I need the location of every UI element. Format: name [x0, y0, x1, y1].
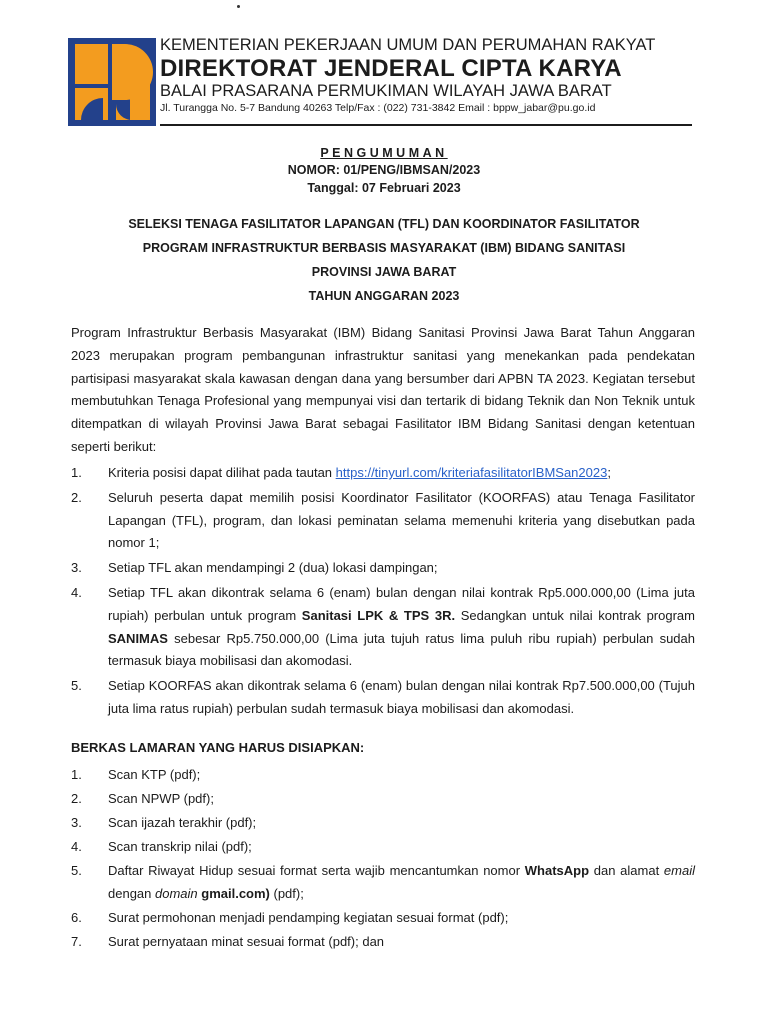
- directorate-name: DIREKTORAT JENDERAL CIPTA KARYA: [160, 55, 622, 82]
- email-label: email: [663, 863, 695, 879]
- list-item: [71, 764, 695, 787]
- program-name: SANIMAS: [108, 630, 168, 646]
- list-item: [71, 836, 695, 859]
- list-text: Scan transkrip nilai (pdf);: [108, 839, 252, 855]
- list-item: [71, 582, 695, 673]
- list-item: [71, 557, 695, 580]
- berkas-heading: BERKAS LAMARAN YANG HARUS DISIAPKAN:: [71, 740, 365, 755]
- announcement-title: [0, 212, 768, 308]
- list-text: Scan KTP (pdf);: [108, 767, 201, 782]
- list-item: [71, 812, 695, 835]
- list-number: 2.: [71, 489, 82, 505]
- list-number: 1.: [71, 465, 82, 480]
- list-text: Scan NPWP (pdf);: [108, 791, 214, 807]
- intro-paragraph: Program Infrastruktur Berbasis Masyarakat (IBM) Bidang Sanitasi Provinsi Jawa Barat Tahun Anggaran 2023 merupakan program pembangunan infrastruktur sanitasi yang menekankan pada pendekatan partisipasi masyarakat skala kawasan dengan dana yang bersumber dari APBN TA 2023. Kegiatan tersebut membutuhkan Tenaga Profesional yang mempunyai visi dan tertarik di bidang Teknik dan Non Teknik untuk ditempatkan di wilayah Provinsi Jawa Barat sebagai Fasilitator IBM Bidang Sanitasi dengan ketentuan seperti berikut:: [71, 325, 695, 454]
- announcement-number: NOMOR: 01/PENG/IBMSAN/2023: [287, 163, 481, 177]
- title-line: SELEKSI TENAGA FASILITATOR LAPANGAN (TFL) DAN KOORDINATOR FASILITATOR: [128, 217, 640, 231]
- list-text: Daftar Riwayat Hidup sesuai format serta wajib mencantumkan nomor: [108, 863, 525, 879]
- ketentuan-list: [71, 462, 695, 723]
- list-item: [71, 907, 695, 930]
- list-text: Scan ijazah terakhir (pdf);: [108, 815, 257, 831]
- gmail-label: gmail.com): [201, 886, 270, 902]
- title-line: PROVINSI JAWA BARAT: [311, 265, 457, 279]
- list-text: dengan: [108, 886, 155, 902]
- announcement-heading: PENGUMUMAN: [320, 146, 448, 160]
- letterhead-rule: [160, 124, 692, 126]
- list-item: [71, 931, 695, 954]
- whatsapp-label: WhatsApp: [524, 863, 590, 879]
- berkas-list: [71, 764, 695, 955]
- list-number: 7.: [71, 934, 82, 950]
- list-number: 1.: [71, 767, 82, 782]
- criteria-link[interactable]: https://tinyurl.com/kriteriafasilitatorIBMSan2023: [335, 465, 608, 480]
- list-text: (pdf);: [269, 886, 304, 902]
- list-number: 6.: [71, 910, 82, 926]
- title-line: TAHUN ANGGARAN 2023: [308, 289, 460, 303]
- program-name: Sanitasi LPK & TPS 3R.: [301, 607, 456, 623]
- list-number: 4.: [71, 839, 82, 855]
- list-item: [71, 462, 695, 485]
- domain-label: domain: [155, 886, 198, 902]
- list-text: Kriteria posisi dapat dilihat pada tautan: [108, 465, 336, 480]
- list-number: 3.: [71, 815, 82, 831]
- list-text: Setiap KOORFAS akan dikontrak selama 6 (enam) bulan dengan nilai kontrak Rp7.500.000,00 (Tujuh juta lima ratus rupiah) perbulan sudah termasuk biaya mobilisasi dan akomodasi.: [108, 678, 695, 716]
- list-number: 3.: [71, 560, 82, 576]
- letterhead: [68, 36, 692, 128]
- title-line: PROGRAM INFRASTRUKTUR BERBASIS MASYARAKAT (IBM) BIDANG SANITASI: [142, 241, 626, 255]
- list-number: 4.: [71, 584, 82, 600]
- list-item: [71, 675, 695, 721]
- list-text: Surat permohonan menjadi pendamping kegiatan sesuai format (pdf);: [108, 910, 509, 926]
- list-text: Setiap TFL akan mendampingi 2 (dua) lokasi dampingan;: [108, 560, 438, 576]
- office-name: BALAI PRASARANA PERMUKIMAN WILAYAH JAWA BARAT: [160, 82, 612, 100]
- office-address: Jl. Turangga No. 5-7 Bandung 40263 Telp/Fax : (022) 731-3842 Email : bppw_jabar@pu.go.id: [160, 102, 596, 114]
- pupr-logo-icon: [68, 38, 156, 126]
- list-text: Sedangkan untuk nilai kontrak program: [455, 607, 695, 623]
- organization-block: [160, 36, 692, 115]
- list-text: sebesar Rp5.750.000,00 (Lima juta tujuh ratus lima puluh ribu rupiah) perbulan sudah termasuk biaya mobilisasi dan akomodasi.: [108, 630, 695, 669]
- announcement-date: Tanggal: 07 Februari 2023: [307, 181, 461, 195]
- list-text: dan alamat: [589, 863, 664, 879]
- scan-speck: [237, 5, 240, 8]
- list-text: Seluruh peserta dapat memilih posisi Koordinator Fasilitator (KOORFAS) atau Tenaga Fasilitator Lapangan (TFL), program, dan lokasi peminatan selama memenuhi kriteria yang disebutkan pada nomor 1;: [108, 489, 695, 551]
- list-item: [71, 860, 695, 906]
- ministry-name: KEMENTERIAN PEKERJAAN UMUM DAN PERUMAHAN RAKYAT: [160, 36, 656, 54]
- list-item: [71, 487, 695, 555]
- list-number: 5.: [71, 678, 82, 694]
- list-text: ;: [607, 465, 611, 480]
- list-item: [71, 788, 695, 811]
- list-text: Surat pernyataan minat sesuai format (pdf); dan: [108, 934, 385, 950]
- list-text: Setiap TFL akan dikontrak selama 6 (enam) bulan dengan nilai kontrak Rp5.000.000,00 (Lima juta rupiah) perbulan untuk program: [108, 584, 695, 623]
- list-number: 5.: [71, 863, 82, 879]
- list-number: 2.: [71, 791, 82, 807]
